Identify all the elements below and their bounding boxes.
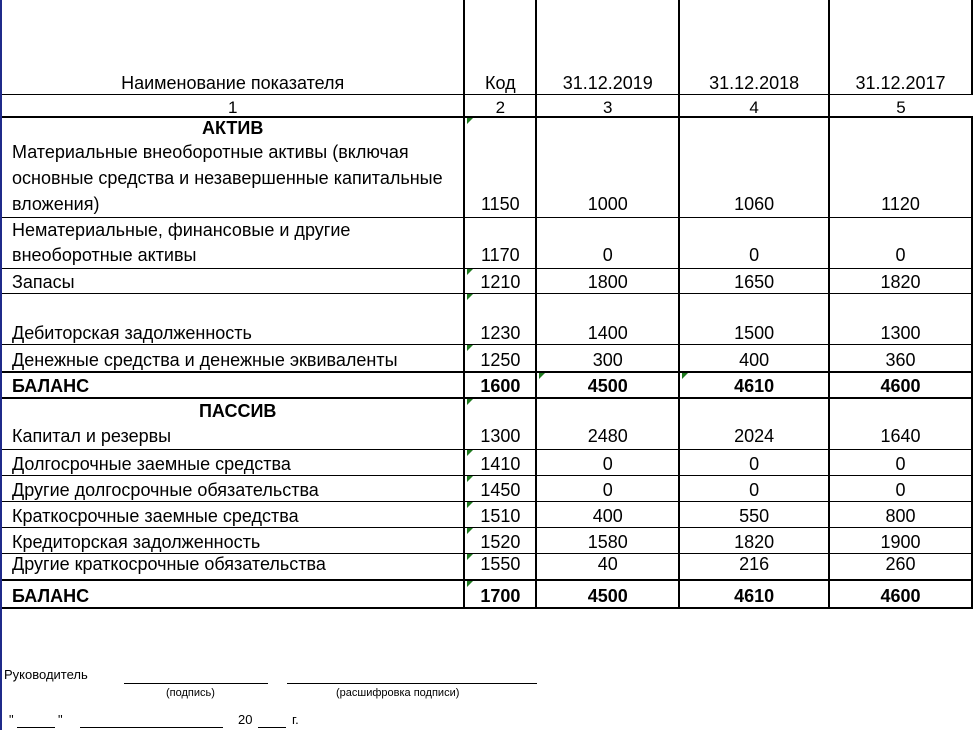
row-value-2017: 1640 (829, 398, 972, 450)
column-numbers-row (2, 94, 972, 117)
header-date-2018: 31.12.2018 (679, 0, 829, 94)
row-value-2017: 360 (829, 345, 972, 372)
row-name: Денежные средства и денежные эквиваленты (2, 345, 464, 372)
header-date-2019: 31.12.2019 (536, 0, 679, 94)
table-row (2, 218, 972, 269)
total-value-2019: 4500 (536, 372, 679, 398)
table-row (2, 476, 972, 502)
row-value-2019: 40 (536, 554, 679, 580)
row-code: 1210 (464, 269, 536, 294)
table-row (2, 294, 972, 345)
total-value-2017: 4600 (829, 372, 972, 398)
column-number: 2 (464, 94, 536, 117)
row-value-2018: 2024 (679, 398, 829, 450)
row-code: 1250 (464, 345, 536, 372)
row-name: Капитал и резервы (12, 426, 172, 446)
row-name: Другие долгосрочные обязательства (2, 476, 464, 502)
table-row (2, 139, 972, 218)
decoding-caption: (расшифровка подписи) (336, 687, 460, 699)
column-number: 5 (829, 94, 972, 117)
header-code: Код (464, 0, 536, 94)
row-code: 1170 (464, 218, 536, 269)
row-name: Краткосрочные заемные средства (2, 502, 464, 528)
row-value-2018: 1820 (679, 528, 829, 554)
date-year-suffix: г. (292, 712, 299, 727)
row-name: Кредиторская задолженность (2, 528, 464, 554)
row-code: 1230 (464, 294, 536, 345)
row-code: 1410 (464, 450, 536, 476)
row-value-2019: 0 (536, 450, 679, 476)
total-code: 1700 (464, 580, 536, 608)
row-name: Другие краткосрочные обязательства (2, 554, 464, 580)
signature-decoding-line (287, 683, 537, 684)
total-name: БАЛАНС (2, 372, 464, 398)
signature-line (124, 683, 268, 684)
date-day-line (17, 727, 55, 728)
header-row (2, 0, 972, 94)
header-date-2017: 31.12.2017 (829, 0, 972, 94)
balance-sheet-table (2, 0, 973, 609)
row-value-2017: 0 (829, 218, 972, 269)
row-value-2019: 300 (536, 345, 679, 372)
column-number: 3 (536, 94, 679, 117)
row-name: Нематериальные, финансовые и другие внеоборотные активы (2, 218, 464, 269)
row-name: Запасы (2, 269, 464, 294)
row-value-2018: 0 (679, 450, 829, 476)
total-code: 1600 (464, 372, 536, 398)
row-value-2017: 1820 (829, 269, 972, 294)
row-value-2018: 216 (679, 554, 829, 580)
row-value-2017: 0 (829, 450, 972, 476)
total-value-2018: 4610 (679, 372, 829, 398)
row-value-2017: 260 (829, 554, 972, 580)
row-value-2018: 0 (679, 218, 829, 269)
row-code: 1300 (464, 398, 536, 450)
table-row (2, 269, 972, 294)
row-code: 1510 (464, 502, 536, 528)
date-quote-close: " (58, 712, 63, 727)
row-value-2017: 0 (829, 476, 972, 502)
row-value-2018: 400 (679, 345, 829, 372)
row-value-2018: 550 (679, 502, 829, 528)
row-code: 1450 (464, 476, 536, 502)
date-year-prefix: 20 (238, 712, 253, 727)
row-value-2018: 1060 (679, 139, 829, 218)
section-title-asset: АКТИВ (2, 117, 464, 139)
row-value-2019: 0 (536, 218, 679, 269)
total-value-2019: 4500 (536, 580, 679, 608)
table-row (2, 398, 972, 450)
row-value-2019: 1400 (536, 294, 679, 345)
row-name: Долгосрочные заемные средства (2, 450, 464, 476)
row-value-2019: 1000 (536, 139, 679, 218)
signature-caption: (подпись) (166, 687, 215, 699)
table-row (2, 450, 972, 476)
header-name: Наименование показателя (2, 0, 464, 94)
row-code: 1520 (464, 528, 536, 554)
row-value-2018: 1650 (679, 269, 829, 294)
date-quote-open: " (9, 712, 14, 727)
row-value-2019: 1800 (536, 269, 679, 294)
total-name: БАЛАНС (2, 580, 464, 608)
table-row (2, 502, 972, 528)
row-value-2018: 0 (679, 476, 829, 502)
manager-label: Руководитель (4, 667, 88, 682)
row-value-2019: 0 (536, 476, 679, 502)
column-number: 1 (2, 94, 464, 117)
row-name: Дебиторская задолженность (2, 294, 464, 345)
row-value-2019: 1580 (536, 528, 679, 554)
table-row-total (2, 580, 972, 608)
section-title-liability: ПАССИВ (198, 401, 277, 421)
section-row-asset (2, 117, 972, 139)
date-month-line (80, 727, 223, 728)
table-row-total (2, 372, 972, 398)
row-code: 1150 (464, 139, 536, 218)
row-value-2018: 1500 (679, 294, 829, 345)
table-row (2, 345, 972, 372)
row-value-2017: 1300 (829, 294, 972, 345)
row-value-2019: 2480 (536, 398, 679, 450)
table-row (2, 528, 972, 554)
row-value-2017: 1900 (829, 528, 972, 554)
row-value-2019: 400 (536, 502, 679, 528)
row-value-2017: 1120 (829, 139, 972, 218)
row-value-2017: 800 (829, 502, 972, 528)
row-code: 1550 (464, 554, 536, 580)
total-value-2018: 4610 (679, 580, 829, 608)
total-value-2017: 4600 (829, 580, 972, 608)
table-row (2, 554, 972, 580)
date-year-line (258, 727, 286, 728)
row-name: Материальные внеоборотные активы (включая основные средства и незавершенные капитальные вложения) (2, 139, 464, 218)
column-number: 4 (679, 94, 829, 117)
